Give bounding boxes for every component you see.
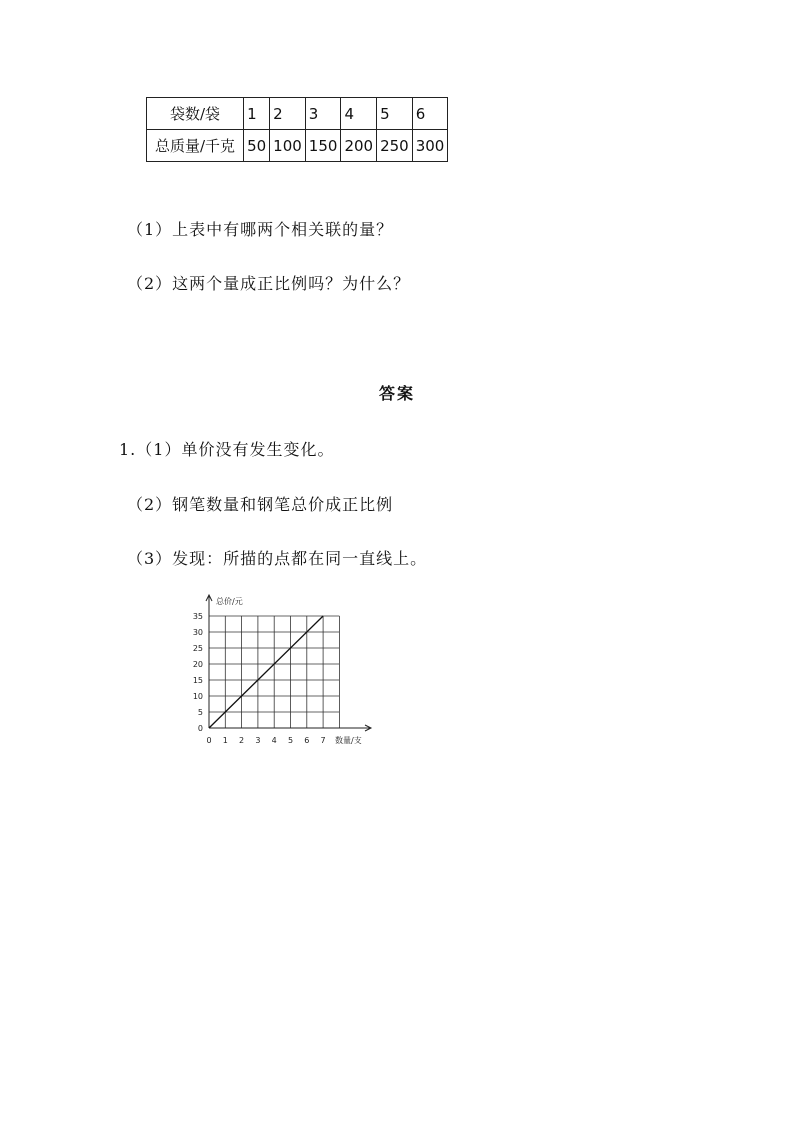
table-row — [147, 130, 448, 162]
table-cell: 100 — [270, 130, 306, 162]
x-tick-label: 3 — [255, 736, 261, 745]
table-cell: 5 — [377, 98, 413, 130]
table-cell: 1 — [244, 98, 270, 130]
x-tick-label: 2 — [239, 736, 245, 745]
y-tick-label: 20 — [192, 660, 203, 669]
x-tick-label: 5 — [287, 736, 294, 745]
y-tick-label: 35 — [192, 612, 203, 621]
chart-series — [209, 616, 323, 728]
table-cell: 50 — [244, 130, 270, 162]
x-tick-label: 6 — [304, 736, 310, 745]
y-tick-label: 30 — [192, 628, 203, 637]
table-cell: 3 — [305, 98, 341, 130]
x-axis-label: 数量/支 — [335, 736, 362, 745]
answer-3: （3）发现：所描的点都在同一直线上。 — [127, 549, 428, 568]
answer-2: （2）钢笔数量和钢笔总价成正比例 — [127, 495, 394, 514]
table-cell: 150 — [305, 130, 341, 162]
table-cell: 200 — [341, 130, 377, 162]
table-row — [147, 98, 448, 130]
y-tick-label: 10 — [192, 692, 203, 701]
chart-labels — [193, 596, 362, 745]
question-2: （2）这两个量成正比例吗？为什么？ — [127, 274, 411, 293]
x-tick-label: 7 — [320, 736, 326, 745]
chart-axes — [206, 595, 371, 731]
row-header: 袋数/袋 — [147, 98, 244, 130]
answer-title: 答案 — [378, 384, 415, 403]
series-line — [209, 616, 323, 728]
y-tick-label: 15 — [192, 676, 203, 685]
table-cell: 6 — [412, 98, 448, 130]
question-1: （1）上表中有哪两个相关联的量？ — [127, 220, 394, 239]
y-tick-label: 5 — [197, 708, 203, 717]
y-tick-label: 25 — [192, 644, 203, 653]
data-table — [146, 97, 448, 162]
y-tick-label: 0 — [197, 724, 203, 733]
chart-grid — [209, 616, 339, 728]
table-cell: 2 — [270, 98, 306, 130]
table-cell: 4 — [341, 98, 377, 130]
price-chart — [180, 590, 380, 750]
row-header: 总质量/千克 — [147, 130, 244, 162]
x-tick-label: 4 — [271, 736, 277, 745]
y-axis-label: 总价/元 — [216, 597, 243, 606]
table-cell: 250 — [377, 130, 413, 162]
table-cell: 300 — [412, 130, 448, 162]
answer-1: 1.（1）单价没有发生变化。 — [119, 440, 335, 459]
x-tick-label: 0 — [206, 736, 212, 745]
x-tick-label: 1 — [222, 736, 228, 745]
